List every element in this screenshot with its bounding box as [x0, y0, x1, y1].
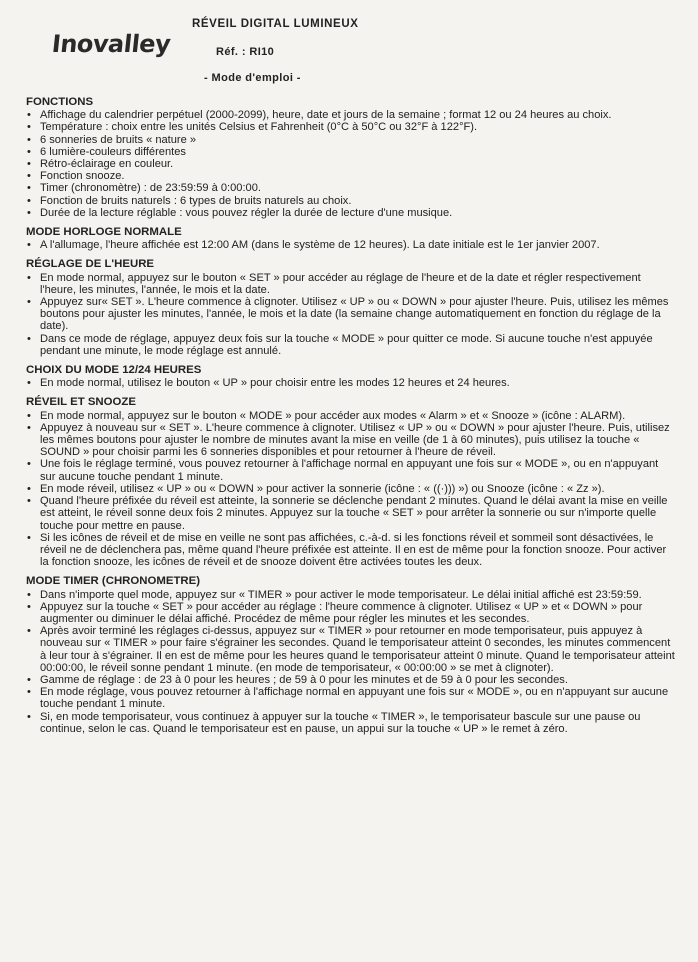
list-item: • Appuyez sur« SET ». L'heure commence à clignoter. Utilisez « UP » ou « DOWN » pour ajuster l'heure. Puis, utilisez les mêmes boutons pour ajuster les minutes, l'année, le mois et la date (la semaine change automatiquement en fonction du réglage de la date). [26, 296, 676, 333]
section-3 [26, 364, 676, 389]
list-item: • Gamme de réglage : de 23 à 0 pour les heures ; de 59 à 0 pour les minutes et de 59 à 0 pour les secondes. [26, 674, 676, 686]
list-item: • A l'allumage, l'heure affichée est 12:00 AM (dans le système de 12 heures). La date initiale est le 1er janvier 2007. [26, 239, 676, 251]
bullet-list [26, 109, 676, 219]
list-item: • En mode normal, appuyez sur le bouton « SET » pour accéder au réglage de l'heure et de la date et régler respectivement l'heure, les minutes, l'année, le mois et la date. [26, 272, 676, 296]
section-title: RÉVEIL ET SNOOZE [26, 396, 136, 409]
section-title: CHOIX DU MODE 12/24 HEURES [26, 364, 202, 377]
section-title: MODE TIMER (CHRONOMETRE) [26, 575, 201, 588]
list-item: • En mode normal, utilisez le bouton « UP » pour choisir entre les modes 12 heures et 24 heures. [26, 377, 676, 389]
bullet-list [26, 377, 676, 389]
list-item: • Appuyez à nouveau sur « SET ». L'heure commence à clignoter. Utilisez « UP » ou « DOWN » pour ajuster l'heure. Puis, utilisez les mêmes boutons pour ajuster le nombre de minutes avant la mise en veille (de 1 à 60 minutes), puis utilisez la touche « SOUND » pour choisir parmi les 6 sonneries disponibles et pour retourner à l'heure de réveil. [26, 422, 676, 459]
list-item: • Affichage du calendrier perpétuel (2000-2099), heure, date et jours de la semaine ; format 12 ou 24 heures au choix. [26, 109, 676, 121]
list-item: • Fonction snooze. [26, 170, 676, 182]
section-0 [26, 96, 676, 219]
product-reference: Réf. : RI10 [216, 46, 275, 58]
list-item: • 6 sonneries de bruits « nature » [26, 134, 676, 146]
list-item: • En mode normal, appuyez sur le bouton « MODE » pour accéder aux modes « Alarm » et « Snooze » (icône : ALARM). [26, 410, 676, 422]
list-item: • 6 lumière-couleurs différentes [26, 146, 676, 158]
list-item: • Appuyez sur la touche « SET » pour accéder au réglage : l'heure commence à clignoter. Utilisez « UP » et « DOWN » pour augmenter ou diminuer le délai affiché. Procédez de même pour régler les minutes et les secondes. [26, 601, 676, 625]
list-item: • Dans n'importe quel mode, appuyez sur « TIMER » pour activer le mode temporisateur. Le délai initial affiché est 23:59:59. [26, 589, 676, 601]
list-item: • Une fois le réglage terminé, vous pouvez retourner à l'affichage normal en appuyant une fois sur « MODE », ou en n'appuyant sur aucune touche pendant 1 minute. [26, 458, 676, 482]
list-item: • Dans ce mode de réglage, appuyez deux fois sur la touche « MODE » pour quitter ce mode. Si aucune touche n'est appuyée pendant une minute, le mode réglage est annulé. [26, 333, 676, 357]
list-item: • Si, en mode temporisateur, vous continuez à appuyer sur la touche « TIMER », le temporisateur bascule sur une pause ou continue, selon le cas. Quand le temporisateur est en pause, un appui sur la touche « UP » le remet à zéro. [26, 711, 676, 735]
list-item: • En mode réveil, utilisez « UP » ou « DOWN » pour activer la sonnerie (icône : « ((·))) ») ou Snooze (icône : « Zz »). [26, 483, 676, 495]
list-item: • Température : choix entre les unités Celsius et Fahrenheit (0°C à 50°C ou 32°F à 122°F). [26, 121, 676, 133]
list-item: • Après avoir terminé les réglages ci-dessus, appuyez sur « TIMER » pour retourner en mode temporisateur, puis appuyez à nouveau sur « TIMER » pour faire s'égrainer les secondes. Quand le temporisateur atteint 0 secondes, les minutes commencent à leur tour à s'égrainer. Il en est de même pour les heures quand le temporisateur atteint 0 minute. Quand le temporisateur atteint 00:00:00, le réveil sonne pendant 1 minute. (en mode de temporisateur, « 00:00:00 » se met à clignoter). [26, 625, 676, 674]
list-item: • Durée de la lecture réglable : vous pouvez régler la durée de lecture d'une musique. [26, 207, 676, 219]
document-title: RÉVEIL DIGITAL LUMINEUX [192, 18, 359, 30]
list-item: • Timer (chronomètre) : de 23:59:59 à 0:00:00. [26, 182, 676, 194]
section-title: RÉGLAGE DE L'HEURE [26, 258, 155, 271]
section-4 [26, 396, 676, 568]
brand-logo: Inovalley [50, 30, 172, 58]
list-item: • Fonction de bruits naturels : 6 types de bruits naturels au choix. [26, 195, 676, 207]
list-item: • En mode réglage, vous pouvez retourner à l'affichage normal en appuyant une fois sur « MODE », ou en n'appuyant sur aucune touche pendant 1 minute. [26, 686, 676, 710]
bullet-list [26, 272, 676, 357]
list-item: • Si les icônes de réveil et de mise en veille ne sont pas affichées, c.-à-d. si les fonctions réveil et sommeil sont désactivées, le réveil ne de déclenchera pas, même quand l'heure préfixée est atteinte. Il en est de même pour la fonction snooze. Pour activer la fonction snooze, les icônes de réveil et de snooze doivent être activées toutes les deux. [26, 532, 676, 569]
bullet-list [26, 589, 676, 735]
section-title: FONCTIONS [26, 96, 94, 108]
list-item: • Quand l'heure préfixée du réveil est atteinte, la sonnerie se déclenche pendant 2 minutes. Quand le délai avant la mise en veille est atteint, le réveil sonne deux fois 2 minutes. Appuyez sur la touche « SET » pour arrêter la sonnerie ou sur n'importe quelle touche pour mettre en pause. [26, 495, 676, 532]
document-subtitle: - Mode d'emploi - [204, 72, 301, 84]
section-5 [26, 575, 676, 735]
bullet-list [26, 239, 676, 251]
manual-content [26, 96, 676, 742]
section-2 [26, 258, 676, 357]
section-title: MODE HORLOGE NORMALE [26, 226, 182, 239]
bullet-list [26, 410, 676, 569]
list-item: • Rétro-éclairage en couleur. [26, 158, 676, 170]
section-1 [26, 226, 676, 251]
